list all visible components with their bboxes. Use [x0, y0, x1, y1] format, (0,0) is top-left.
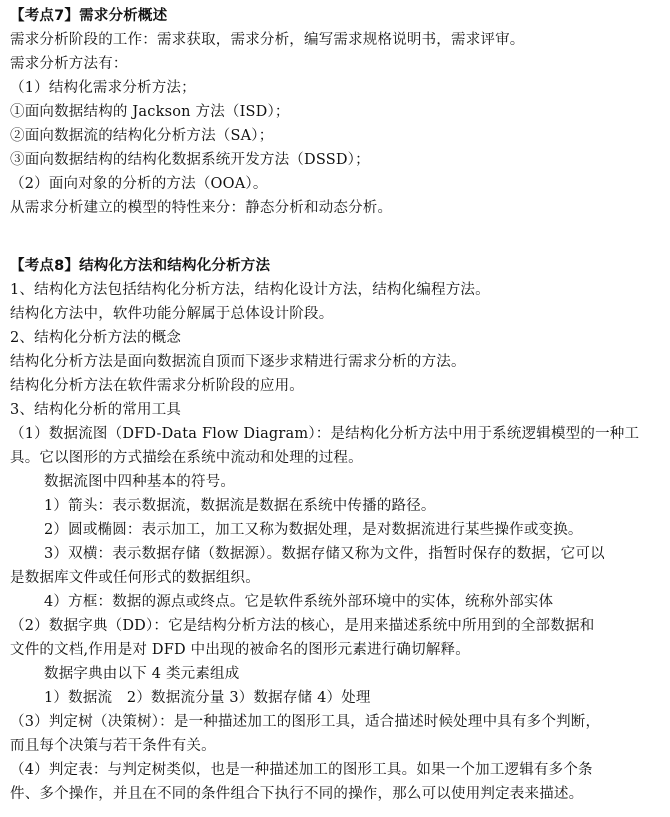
section-7-heading: 【考点7】需求分析概述 [10, 8, 168, 24]
section-8-line-1: 1、结构化方法包括结构化分析方法，结构化设计方法，结构化编程方法。 [10, 282, 490, 298]
section-8-line-9: 数据流图中四种基本的符号。 [44, 474, 236, 490]
section-7-line-4: ①面向数据结构的 Jackson 方法（ISD）； [10, 104, 290, 120]
section-8-line-15: （2）数据字典（DD）：它是结构分析方法的核心，是用来描述系统中所用到的全部数据和 [10, 618, 595, 634]
section-7-line-5: ②面向数据流的结构化分析方法（SA）； [10, 128, 274, 144]
section-7-line-3: （1）结构化需求分析方法； [10, 80, 196, 96]
section-7-line-2: 需求分析方法有： [10, 56, 128, 72]
section-8-line-22: 件、多个操作，并且在不同的条件组合下执行不同的操作，那么可以使用判定表来描述。 [10, 786, 584, 802]
section-8-heading: 【考点8】结构化方法和结构化分析方法 [10, 258, 271, 274]
section-7-line-6: ③面向数据结构的结构化数据系统开发方法（DSSD）； [10, 152, 370, 168]
section-8-line-21: （4）判定表：与判定树类似，也是一种描述加工的图形工具。如果一个加工逻辑有多个条 [10, 762, 593, 778]
section-7-line-1: 需求分析阶段的工作：需求获取，需求分析，编写需求规格说明书，需求评审。 [10, 32, 525, 48]
section-8-line-11: 2）圆或椭圆：表示加工，加工又称为数据处理，是对数据流进行某些操作或变换。 [44, 522, 583, 538]
section-7-line-8: 从需求分析建立的模型的特性来分：静态分析和动态分析。 [10, 200, 393, 216]
section-8-line-16: 文件的文档,作用是对 DFD 中出现的被命名的图形元素进行确切解释。 [10, 642, 470, 658]
section-8-line-18: 1）数据流 2）数据流分量 3）数据存储 4）处理 [44, 690, 371, 706]
section-8-line-3: 2、结构化分析方法的概念 [10, 330, 182, 346]
section-8-line-13: 是数据库文件或任何形式的数据组织。 [10, 570, 260, 586]
section-8-line-2: 结构化方法中，软件功能分解属于总体设计阶段。 [10, 306, 334, 322]
section-8-line-8: 具。它以图形的方式描绘在系统中流动和处理的过程。 [10, 450, 363, 466]
section-8-line-7: （1）数据流图（DFD-Data Flow Diagram）：是结构化分析方法中用于系统逻辑模型的一种工 [10, 426, 640, 442]
section-7-line-7: （2）面向对象的分析的方法（OOA）。 [10, 176, 268, 192]
section-8-line-12: 3）双横：表示数据存储（数据源）。数据存储又称为文件，指暂时保存的数据，它可以 [44, 546, 605, 562]
section-8-line-14: 4）方框：数据的源点或终点。它是软件系统外部环境中的实体，统称外部实体 [44, 594, 554, 610]
section-8-line-5: 结构化分析方法在软件需求分析阶段的应用。 [10, 378, 304, 394]
section-8-line-10: 1）箭头：表示数据流，数据流是数据在系统中传播的路径。 [44, 498, 436, 514]
section-8-line-4: 结构化分析方法是面向数据流自顶而下逐步求精进行需求分析的方法。 [10, 354, 466, 370]
section-8-line-20: 而且每个决策与若干条件有关。 [10, 738, 216, 754]
section-8-line-17: 数据字典由以下 4 类元素组成 [44, 666, 240, 682]
section-8-line-19: （3）判定树（决策树）：是一种描述加工的图形工具，适合描述时候处理中具有多个判断， [10, 714, 601, 730]
section-8-line-6: 3、结构化分析的常用工具 [10, 402, 182, 418]
